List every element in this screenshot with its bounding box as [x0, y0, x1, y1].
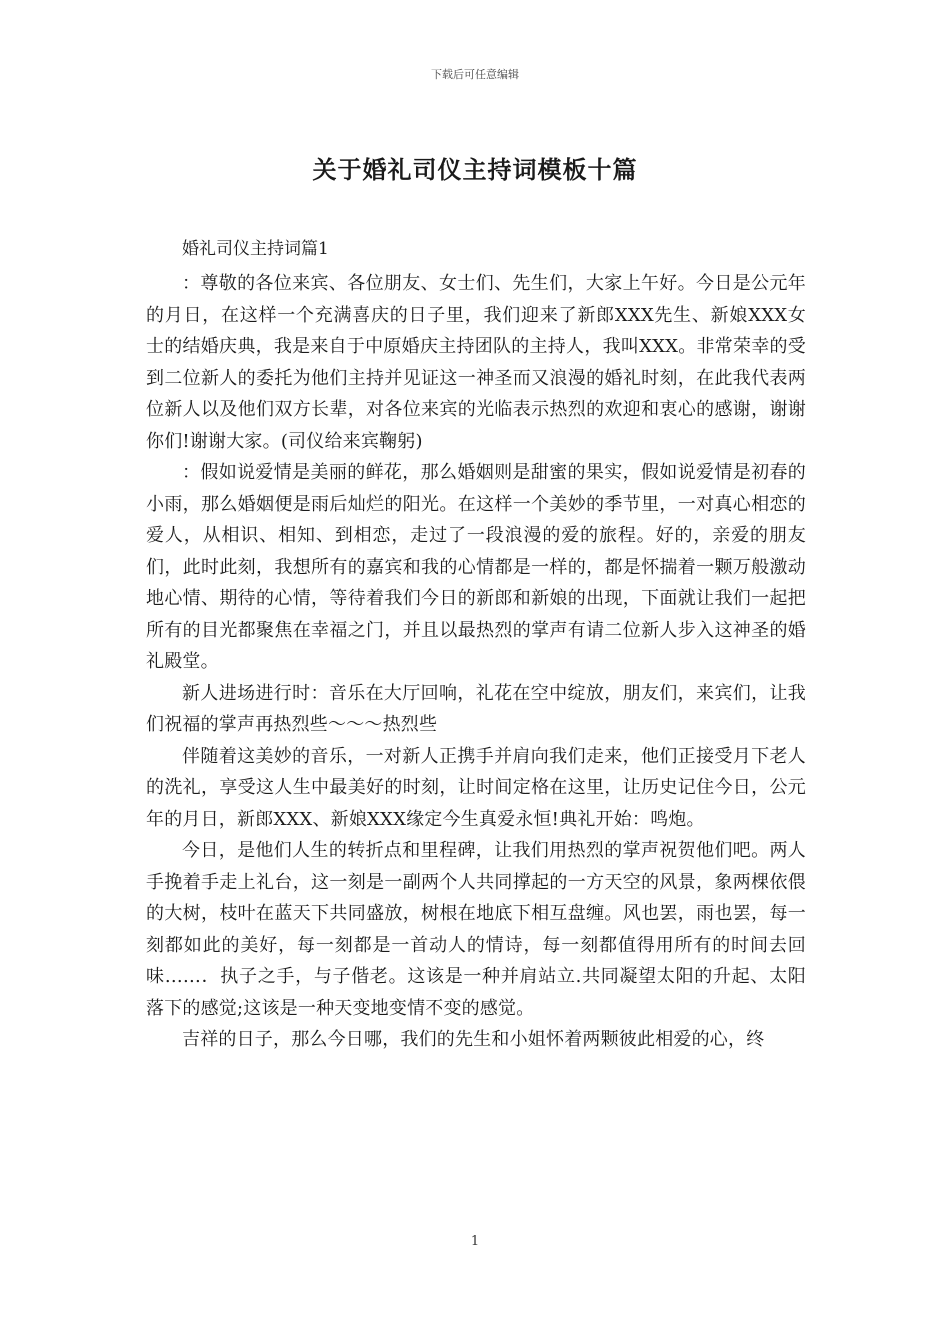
- section-heading: 婚礼司仪主持词篇1: [182, 239, 329, 259]
- page-number: 1: [470, 1234, 480, 1249]
- paragraph: 新人进场进行时：音乐在大厅回响，礼花在空中绽放，朋友们，来宾们，让我们祝福的掌声再热烈些～～～热烈些: [146, 682, 806, 735]
- document-title: 关于婚礼司仪主持词模板十篇: [312, 156, 638, 184]
- paragraph: 今日，是他们人生的转折点和里程碑，让我们用热烈的掌声祝贺他们吧。两人手挽着手走上礼台，这一刻是一副两个人共同撑起的一方天空的风景，象两棵依偎的大树，枝叶在蓝天下共同盛放，树根在地底下相互盘缠。风也罢，雨也罢，每一刻都如此的美好，每一刻都是一首动人的情诗，每一刻都值得用所有的时间去回味……．执子之手，与子偕老。这该是一种并肩站立.共同凝望太阳的升起、太阳落下的感觉;这该是一种天变地变情不变的感觉。: [146, 840, 806, 1019]
- paragraph: 吉祥的日子，那么今日哪，我们的先生和小姐怀着两颗彼此相爱的心，终: [182, 1029, 765, 1050]
- paragraph: 伴随着这美妙的音乐，一对新人正携手并肩向我们走来，他们正接受月下老人的洗礼，享受这人生中最美好的时刻，让时间定格在这里，让历史记住今日，公元年的月日，新郎XXX、新娘XXX缘定今生真爱永恒!典礼开始：鸣炮。: [146, 745, 806, 830]
- header-note: 下载后可任意编辑: [431, 68, 519, 81]
- paragraph: ：尊敬的各位来宾、各位朋友、女士们、先生们，大家上午好。今日是公元年的月日，在这样一个充满喜庆的日子里，我们迎来了新郎XXX先生、新娘XXX女士的结婚庆典，我是来自于中原婚庆主持团队的主持人，我叫XXX。非常荣幸的受到二位新人的委托为他们主持并见证这一神圣而又浪漫的婚礼时刻，在此我代表两位新人以及他们双方长辈，对各位来宾的光临表示热烈的欢迎和衷心的感谢，谢谢你们!谢谢大家。(司仪给来宾鞠躬): [146, 273, 806, 452]
- document-body: [146, 234, 806, 1056]
- paragraph: ：假如说爱情是美丽的鲜花，那么婚姻则是甜蜜的果实，假如说爱情是初春的小雨，那么婚姻便是雨后灿烂的阳光。在这样一个美妙的季节里，一对真心相恋的爱人，从相识、相知、到相恋，走过了一段浪漫的爱的旅程。好的，亲爱的朋友们，此时此刻，我想所有的嘉宾和我的心情都是一样的，都是怀揣着一颗万般激动地心情、期待的心情，等待着我们今日的新郎和新娘的出现，下面就让我们一起把所有的目光都聚焦在幸福之门，并且以最热烈的掌声有请二位新人步入这神圣的婚礼殿堂。: [146, 462, 806, 672]
